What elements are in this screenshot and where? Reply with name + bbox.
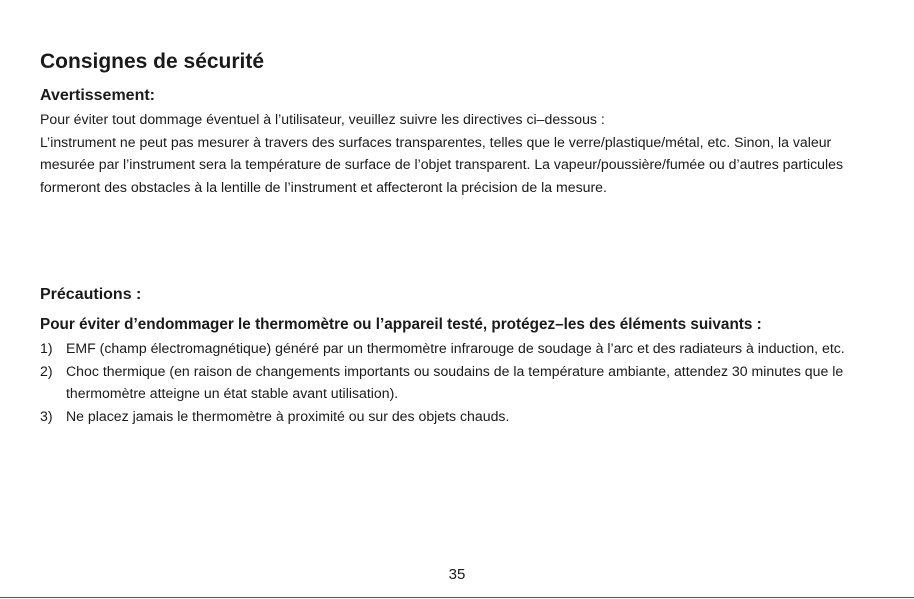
warning-line-2: L’instrument ne peut pas mesurer à travers des surfaces transparentes, telles que le verre/plastique/métal, etc. Sinon, la valeur mesurée par l’instrument sera la température de surface de l’objet transparent. La vapeur/poussière/fumée ou d’autres particules formeront des obstacles à la lentille de l’instrument et affecteront la précision de la mesure.	[40, 133, 843, 195]
precautions-list	[40, 337, 880, 427]
page-number: 35	[448, 566, 466, 583]
list-item-text: EMF (champ électromagnétique) généré par un thermomètre infrarouge de soudage à l’arc et des radiateurs à induction, etc.	[66, 340, 845, 356]
warning-body	[40, 108, 880, 198]
list-item-number: 1)	[40, 340, 53, 356]
precautions-heading: Précautions :	[40, 286, 142, 303]
page-title: Consignes de sécurité	[40, 50, 265, 73]
warning-heading: Avertissement:	[40, 87, 156, 104]
list-item-text: Ne placez jamais le thermomètre à proximité ou sur des objets chauds.	[66, 407, 510, 424]
list-item-text: Choc thermique (en raison de changements importants ou soudains de la température ambiante, attendez 30 minutes que le thermomètre atteigne un état stable avant utilisation).	[66, 362, 844, 401]
list-item	[40, 405, 880, 428]
list-item-number: 3)	[40, 407, 53, 424]
list-item	[40, 337, 880, 360]
list-item	[40, 360, 880, 405]
precautions-intro: Pour éviter d’endommager le thermomètre ou l’appareil testé, protégez–les des éléments suivants :	[40, 316, 762, 333]
warning-line-1: Pour éviter tout dommage éventuel à l’utilisateur, veuillez suivre les directives ci–dessous :	[40, 111, 605, 127]
list-item-number: 2)	[40, 362, 53, 379]
bottom-divider	[0, 597, 914, 598]
